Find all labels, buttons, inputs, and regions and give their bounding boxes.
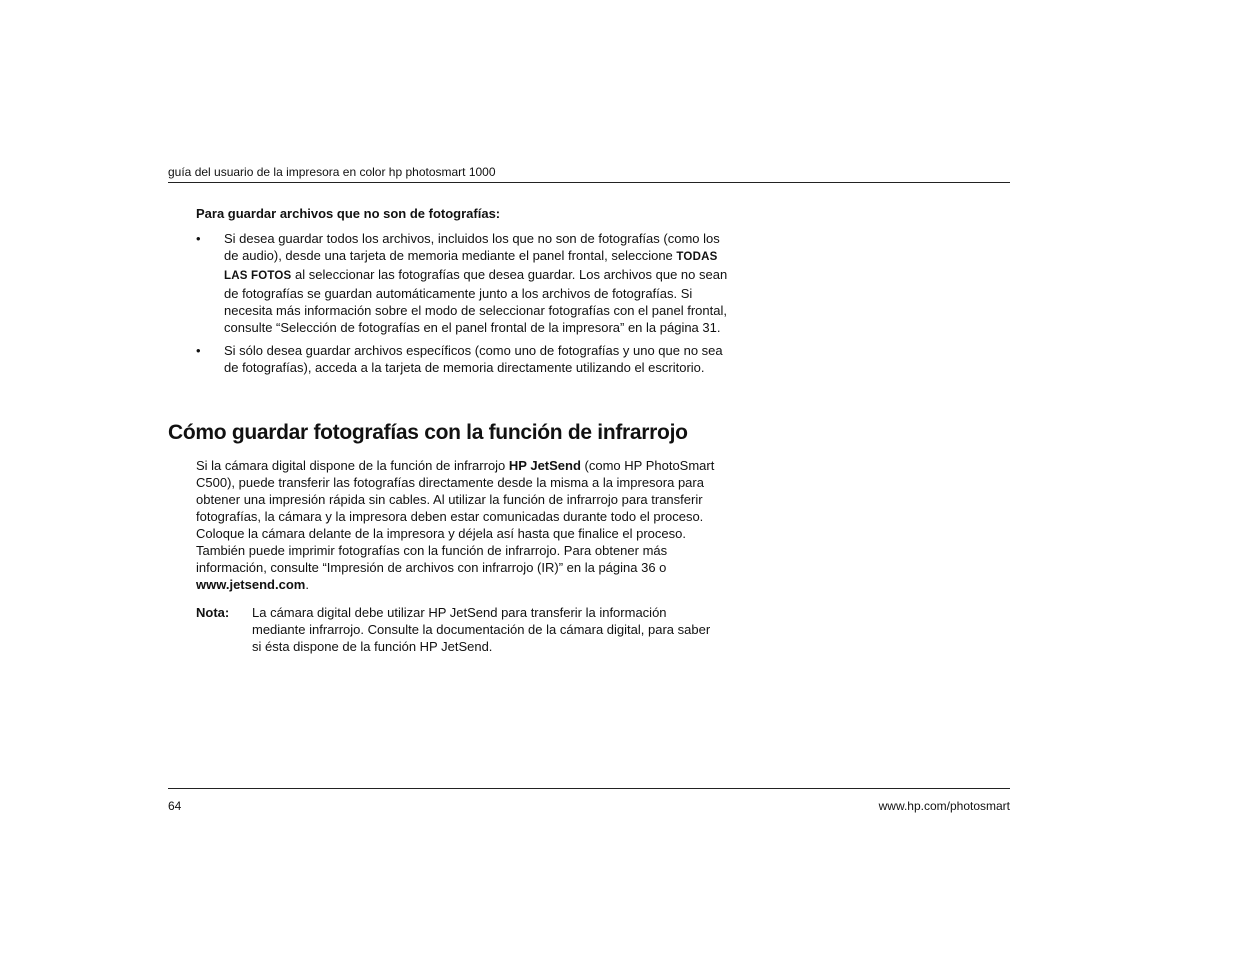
bullet-marker: • — [196, 343, 201, 358]
menu-option-label: TODAS LAS FOTOS — [224, 251, 718, 282]
running-header: guía del usuario de la impresora en color hp photosmart 1000 — [168, 165, 496, 179]
note-label: Nota: — [196, 605, 230, 620]
section-heading: Cómo guardar fotografías con la función de infrarrojo — [168, 421, 688, 444]
bullet-list — [196, 230, 736, 382]
product-name: HP JetSend — [508, 458, 581, 473]
list-item — [196, 230, 736, 336]
website-link-text: www.jetsend.com — [196, 577, 306, 592]
paragraph-text-2: (como HP PhotoSmart C500), puede transferir las fotografías directamente desde la misma a la impresora para obtener una impresión rápida sin cables. Al utilizar la función de infrarrojo para transferir fotografías, la cámara y la impresora deben estar comunicadas durante todo el proceso. Coloque la cámara delante de la impresora y déjela así hasta que finalice el proceso. También puede imprimir fotografías con la función de infrarrojo. Para obtener más información, consulte “Impresión de archivos con infrarrojo (IR)” en la página 36 o — [196, 458, 715, 575]
list-item — [196, 342, 736, 376]
bullet-text-end: al seleccionar las fotografías que desea guardar. Los archivos que no sean de fotografías se guardan automáticamente junto a los archivos de fotografías. Si necesita más información sobre el modo de seleccionar fotografías con el panel frontal, consulte “Selección de fotografías en el panel frontal de la impresora” en la página 31. — [224, 267, 728, 335]
note-text: La cámara digital debe utilizar HP JetSend para transferir la información mediante infrarrojo. Consulte la documentación de la cámara digital, para saber si ésta dispone de la función HP JetSend. — [252, 605, 711, 654]
footer-rule — [168, 788, 1010, 789]
footer-url: www.hp.com/photosmart — [878, 799, 1010, 813]
bullet-text-start: Si desea guardar todos los archivos, incluidos los que no son de fotografías (como los de audio), desde una tarjeta de memoria mediante el panel frontal, seleccione — [224, 231, 720, 263]
paragraph-text-3: . — [305, 577, 309, 592]
note-block — [196, 604, 736, 655]
bullet-text: Si sólo desea guardar archivos específicos (como uno de fotografías y uno que no sea de fotografías), acceda a la tarjeta de memoria directamente utilizando el escritorio. — [224, 343, 723, 375]
header-rule — [168, 182, 1010, 183]
body-paragraph — [196, 457, 736, 593]
subsection-heading: Para guardar archivos que no son de fotografías: — [196, 206, 501, 221]
paragraph-text-1: Si la cámara digital dispone de la función de infrarrojo — [196, 458, 509, 473]
page-number: 64 — [168, 799, 182, 813]
bullet-marker: • — [196, 231, 201, 246]
